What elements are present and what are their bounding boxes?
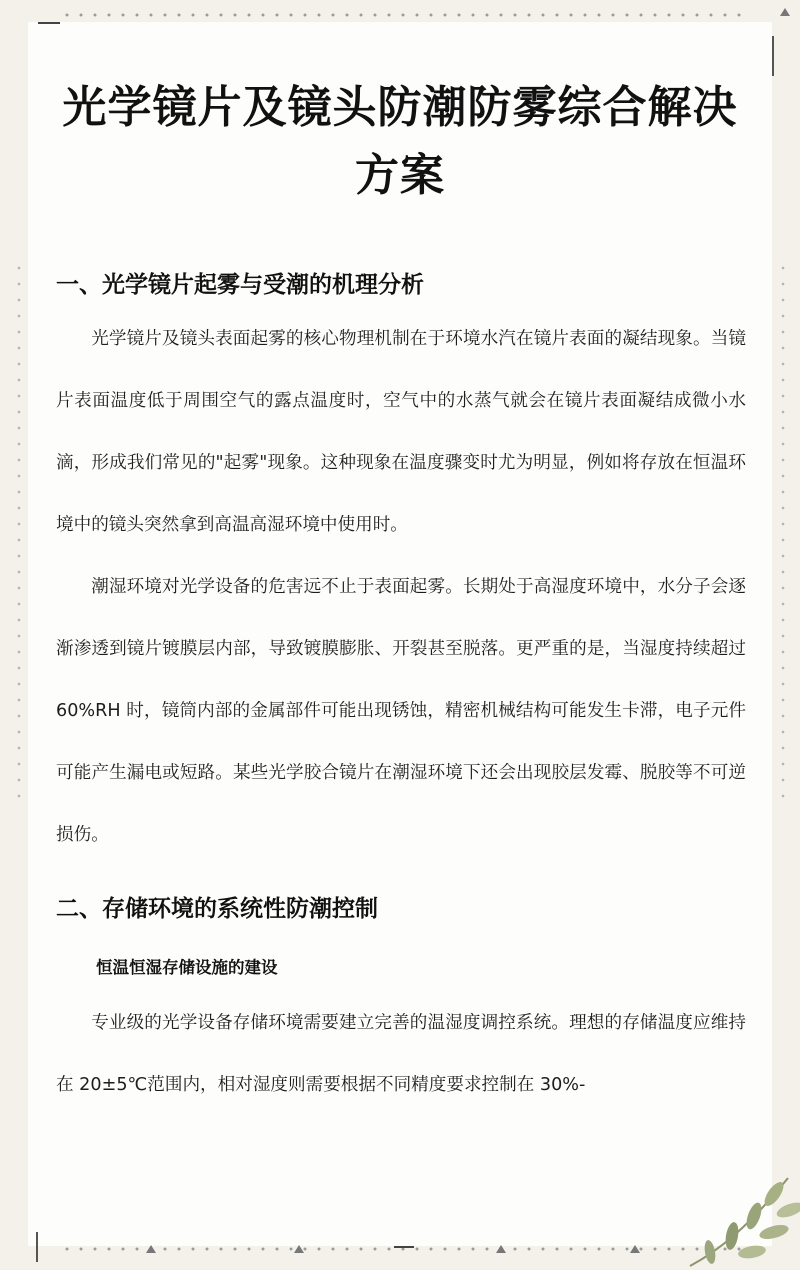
bottom-triangle-icon (146, 1245, 156, 1253)
section-heading: 一、光学镜片起雾与受潮的机理分析 (56, 272, 424, 298)
document-title: 光学镜片及镜头防潮防雾综合解决方案 (62, 82, 738, 201)
top-dotted-border (60, 12, 750, 18)
bottom-triangle-icon (630, 1245, 640, 1253)
bottom-triangle-icon (294, 1245, 304, 1253)
sub-heading: 恒温恒湿存储设施的建设 (96, 958, 278, 977)
leaf-sprig-icon (670, 1170, 800, 1270)
right-dotted-border (780, 260, 786, 800)
left-edge-bar (36, 1232, 38, 1262)
bottom-dash (394, 1246, 414, 1248)
right-edge-bar (772, 36, 774, 76)
body-paragraph: 潮湿环境对光学设备的危害远不止于表面起雾。长期处于高湿度环境中，水分子会逐渐渗透到镜片镀膜层内部，导致镀膜膨胀、开裂甚至脱落。更严重的是，当湿度持续超过 60%RH 时，镜筒内部的金属部件可能出现锈蚀，精密机械结构可能发生卡滞，电子元件可能产生漏电或短路。某些光学胶合镜片在潮湿环境下还会出现胶层发霉、脱胶等不可逆损伤。 (56, 577, 746, 845)
left-dotted-border (16, 260, 22, 800)
top-right-triangle-icon (780, 8, 790, 16)
body-paragraph: 专业级的光学设备存储环境需要建立完善的温湿度调控系统。理想的存储温度应维持在 20±5℃范围内，相对湿度则需要根据不同精度要求控制在 30%- (56, 1013, 746, 1095)
section-heading: 二、存储环境的系统性防潮控制 (56, 896, 378, 922)
body-paragraph: 光学镜片及镜头表面起雾的核心物理机制在于环境水汽在镜片表面的凝结现象。当镜片表面温度低于周围空气的露点温度时，空气中的水蒸气就会在镜片表面凝结成微小水滴，形成我们常见的"起雾"现象。这种现象在温度骤变时尤为明显，例如将存放在恒温环境中的镜头突然拿到高温高湿环境中使用时。 (56, 329, 746, 535)
top-left-dash (38, 22, 60, 24)
bottom-triangle-icon (496, 1245, 506, 1253)
